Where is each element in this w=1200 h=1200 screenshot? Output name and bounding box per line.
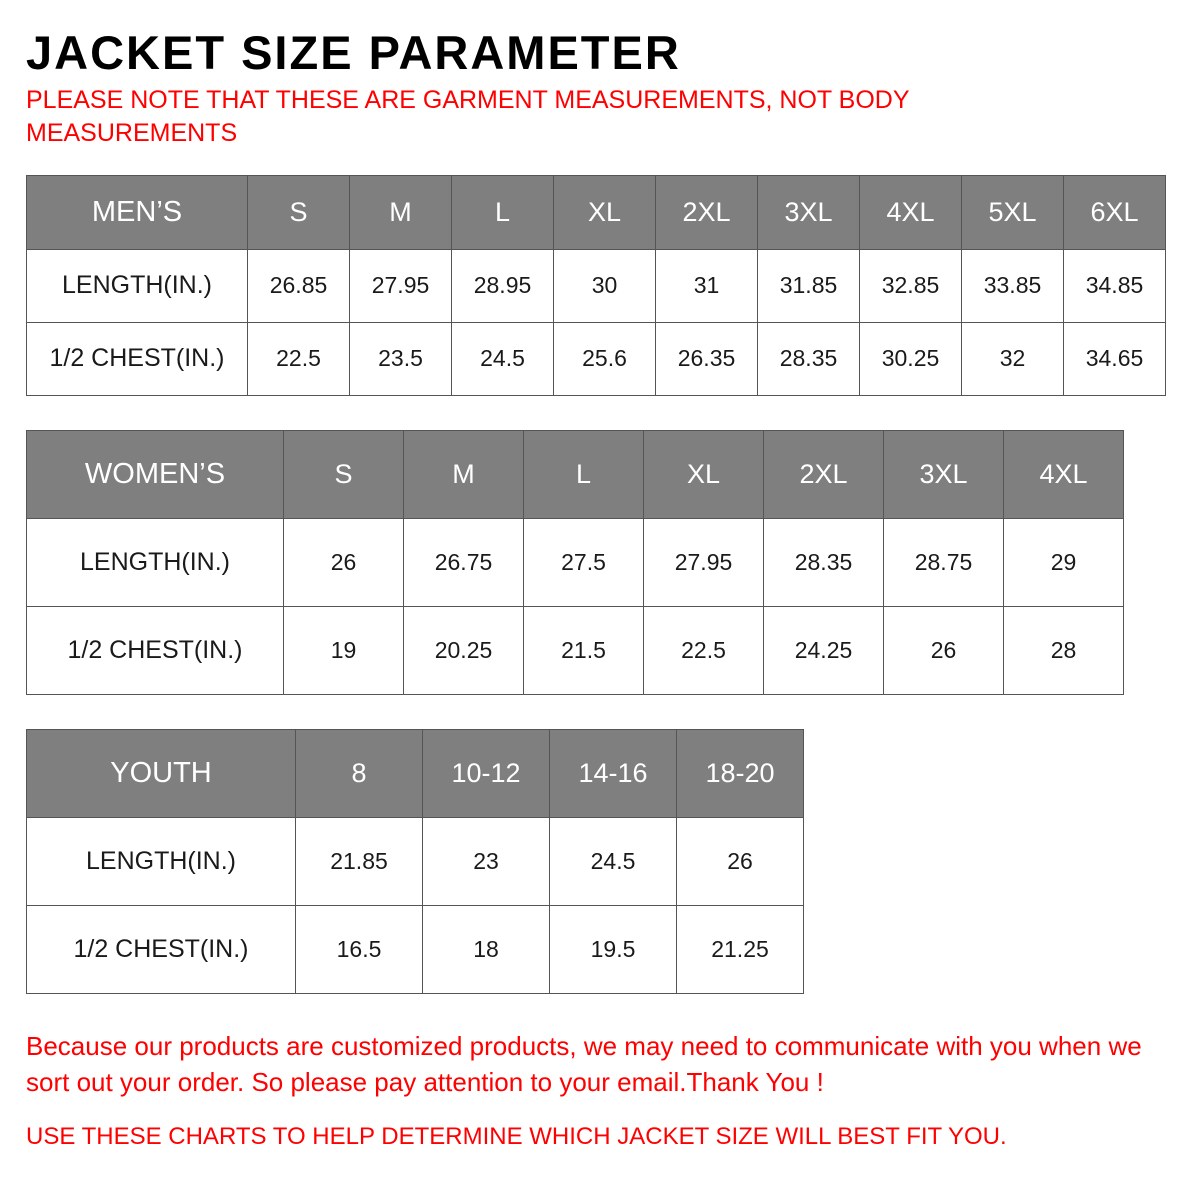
measurement-cell: 23.5 — [350, 322, 452, 395]
measurement-cell: 34.65 — [1064, 322, 1166, 395]
measurement-cell: 32 — [962, 322, 1064, 395]
table-title-mens: MEN’S — [27, 175, 248, 249]
table-title-youth: YOUTH — [27, 729, 296, 817]
measurement-cell: 16.5 — [296, 905, 423, 993]
youth-size-table — [26, 729, 804, 994]
size-header: L — [524, 430, 644, 518]
table-row — [27, 322, 1166, 395]
size-header: 3XL — [758, 175, 860, 249]
measurement-note: PLEASE NOTE THAT THESE ARE GARMENT MEASUREMENTS, NOT BODY MEASUREMENTS — [26, 86, 910, 148]
size-header: 2XL — [764, 430, 884, 518]
measurement-cell: 21.5 — [524, 606, 644, 694]
table-title-womens: WOMEN’S — [27, 430, 284, 518]
size-header: 18-20 — [677, 729, 804, 817]
size-header: 6XL — [1064, 175, 1166, 249]
row-label: LENGTH(IN.) — [27, 817, 296, 905]
measurement-cell: 26 — [284, 518, 404, 606]
measurement-cell: 20.25 — [404, 606, 524, 694]
size-header: 8 — [296, 729, 423, 817]
measurement-cell: 30.25 — [860, 322, 962, 395]
size-header: 3XL — [884, 430, 1004, 518]
table-row — [27, 249, 1166, 322]
measurement-cell: 27.95 — [644, 518, 764, 606]
measurement-cell: 31.85 — [758, 249, 860, 322]
measurement-cell: 23 — [423, 817, 550, 905]
size-header: XL — [554, 175, 656, 249]
mens-size-table — [26, 175, 1166, 396]
measurement-cell: 28.35 — [764, 518, 884, 606]
table-row — [27, 518, 1124, 606]
size-header: L — [452, 175, 554, 249]
footer-customization-note: Because our products are customized products, we may need to communicate with you when we sort out your order. So please pay attention to your email.Thank You ! — [26, 1030, 1142, 1098]
measurement-cell: 33.85 — [962, 249, 1064, 322]
table-row — [27, 606, 1124, 694]
measurement-cell: 34.85 — [1064, 249, 1166, 322]
size-header: 4XL — [1004, 430, 1124, 518]
row-label: 1/2 CHEST(IN.) — [27, 322, 248, 395]
size-header: M — [350, 175, 452, 249]
footer-chart-usage-note: USE THESE CHARTS TO HELP DETERMINE WHICH JACKET SIZE WILL BEST FIT YOU. — [26, 1123, 1007, 1151]
size-header: 14-16 — [550, 729, 677, 817]
row-label: LENGTH(IN.) — [27, 249, 248, 322]
row-label: 1/2 CHEST(IN.) — [27, 606, 284, 694]
footer — [26, 1028, 1174, 1152]
measurement-cell: 26.35 — [656, 322, 758, 395]
table-header-row — [27, 729, 804, 817]
measurement-cell: 28.75 — [884, 518, 1004, 606]
measurement-cell: 24.25 — [764, 606, 884, 694]
womens-size-table — [26, 430, 1124, 695]
measurement-cell: 26 — [884, 606, 1004, 694]
measurement-cell: 26 — [677, 817, 804, 905]
size-header: 10-12 — [423, 729, 550, 817]
table-header-row — [27, 175, 1166, 249]
measurement-cell: 28 — [1004, 606, 1124, 694]
measurement-cell: 18 — [423, 905, 550, 993]
measurement-cell: 28.95 — [452, 249, 554, 322]
table-header-row — [27, 430, 1124, 518]
measurement-cell: 19 — [284, 606, 404, 694]
measurement-cell: 22.5 — [644, 606, 764, 694]
measurement-cell: 31 — [656, 249, 758, 322]
measurement-cell: 24.5 — [452, 322, 554, 395]
size-header: 4XL — [860, 175, 962, 249]
measurement-cell: 24.5 — [550, 817, 677, 905]
size-header: M — [404, 430, 524, 518]
measurement-cell: 19.5 — [550, 905, 677, 993]
measurement-cell: 26.75 — [404, 518, 524, 606]
measurement-cell: 25.6 — [554, 322, 656, 395]
measurement-cell: 32.85 — [860, 249, 962, 322]
measurement-cell: 26.85 — [248, 249, 350, 322]
measurement-cell: 27.95 — [350, 249, 452, 322]
size-header: S — [284, 430, 404, 518]
measurement-cell: 22.5 — [248, 322, 350, 395]
measurement-cell: 29 — [1004, 518, 1124, 606]
measurement-cell: 28.35 — [758, 322, 860, 395]
size-header: 2XL — [656, 175, 758, 249]
size-header: XL — [644, 430, 764, 518]
table-row — [27, 905, 804, 993]
measurement-cell: 30 — [554, 249, 656, 322]
measurement-cell: 21.25 — [677, 905, 804, 993]
size-header: 5XL — [962, 175, 1064, 249]
row-label: 1/2 CHEST(IN.) — [27, 905, 296, 993]
measurement-cell: 27.5 — [524, 518, 644, 606]
page-title: JACKET SIZE PARAMETER — [26, 26, 681, 79]
table-row — [27, 817, 804, 905]
measurement-cell: 21.85 — [296, 817, 423, 905]
size-header: S — [248, 175, 350, 249]
row-label: LENGTH(IN.) — [27, 518, 284, 606]
